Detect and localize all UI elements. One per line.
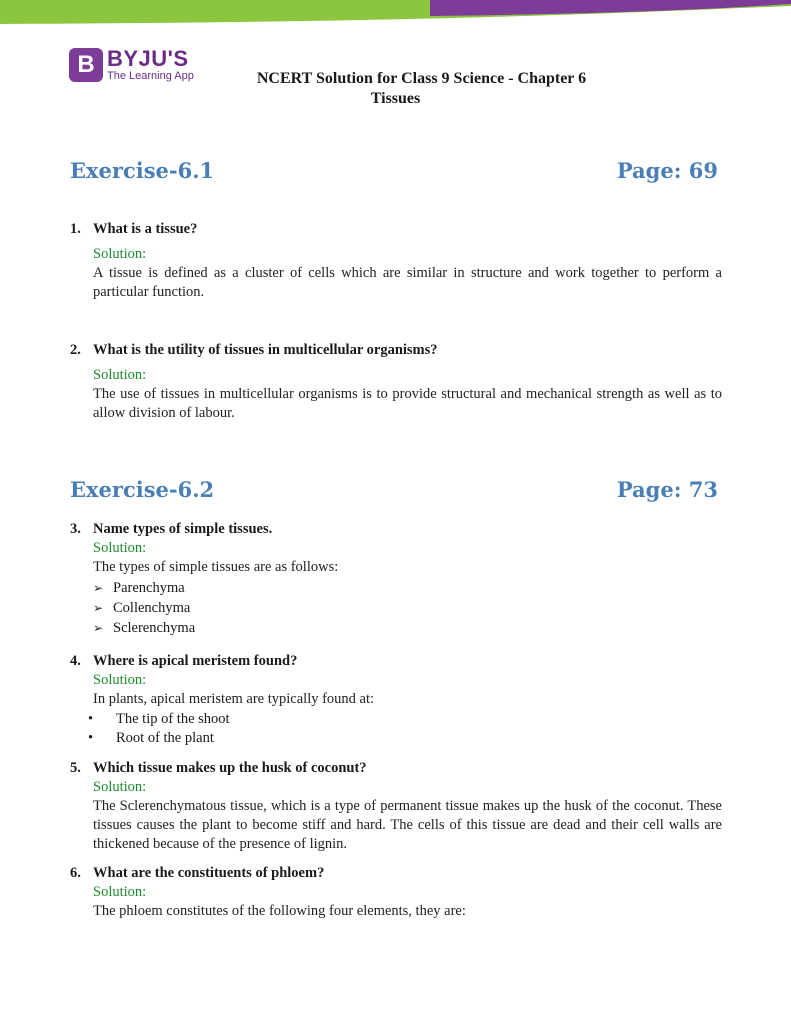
list-item: • The tip of the shoot — [70, 710, 722, 729]
question-text: Which tissue makes up the husk of coconut? — [93, 760, 367, 776]
exercise-heading — [70, 158, 718, 183]
solution-label: Solution: — [93, 246, 147, 262]
exercise-page: Page: 73 — [616, 477, 718, 502]
solution-label: Solution: — [93, 540, 147, 556]
question-number: 6. — [70, 865, 81, 881]
question-block — [70, 652, 722, 748]
list-item: ➢ Sclerenchyma — [93, 620, 196, 636]
logo-brand: BYJU'S — [107, 46, 189, 71]
solution-text: The Sclerenchymatous tissue, which is a type of permanent tissue makes up the husk of the coconut. These tissues causes the plant to become stiff and hard. The cells of this tissue are dead and their cell walls are thickened because of the presence of lignin. — [93, 798, 722, 852]
solution-text: The use of tissues in multicellular organisms is to provide structural and mechanical strength as well as to allow division of labour. — [93, 386, 722, 421]
question-block — [70, 520, 722, 638]
question-block — [70, 341, 722, 423]
solution-label: Solution: — [93, 367, 147, 383]
exercise-page: Page: 69 — [616, 158, 718, 183]
document-subtitle: Tissues — [370, 90, 421, 107]
question-block — [70, 220, 722, 302]
question-text: What is the utility of tissues in multicellular organisms? — [93, 342, 438, 358]
list-item: ➢ Collenchyma — [93, 600, 191, 616]
solution-label: Solution: — [93, 672, 147, 688]
exercise-title: Exercise-6.2 — [70, 477, 215, 502]
header-decoration-band — [0, 0, 791, 26]
question-text: What is a tissue? — [93, 221, 198, 237]
arrow-bullet-icon: ➢ — [93, 601, 104, 615]
question-text: What are the constituents of phloem? — [93, 865, 325, 881]
list-item: ➢ Parenchyma — [93, 580, 185, 596]
logo-tagline: The Learning App — [107, 70, 194, 82]
question-number: 4. — [70, 653, 81, 669]
exercise-title: Exercise-6.1 — [70, 158, 215, 183]
exercise-heading — [70, 477, 718, 502]
question-block — [70, 864, 722, 921]
solution-label: Solution: — [93, 884, 147, 900]
list-item: • Root of the plant — [70, 729, 722, 748]
solution-text: The types of simple tissues are as follows: — [93, 559, 339, 575]
solution-text: The phloem constitutes of the following four elements, they are: — [93, 903, 466, 919]
question-number: 5. — [70, 760, 81, 776]
tissue-type-list — [93, 578, 722, 638]
arrow-bullet-icon: ➢ — [93, 581, 104, 595]
question-text: Where is apical meristem found? — [93, 653, 298, 669]
document-title: NCERT Solution for Class 9 Science - Chapter 6 — [256, 70, 587, 87]
question-number: 1. — [70, 221, 81, 237]
logo-mark: B — [69, 48, 103, 82]
arrow-bullet-icon: ➢ — [93, 621, 104, 635]
question-number: 3. — [70, 521, 81, 537]
bullet-dot-icon: • — [88, 730, 94, 746]
question-block — [70, 759, 722, 854]
question-text: Name types of simple tissues. — [93, 521, 273, 537]
meristem-location-list — [70, 710, 722, 748]
solution-text: A tissue is defined as a cluster of cells which are similar in structure and work together to perform a particular function. — [93, 265, 722, 300]
solution-text: In plants, apical meristem are typically found at: — [93, 691, 375, 707]
question-number: 2. — [70, 342, 81, 358]
bullet-dot-icon: • — [88, 711, 94, 727]
solution-label: Solution: — [93, 779, 147, 795]
